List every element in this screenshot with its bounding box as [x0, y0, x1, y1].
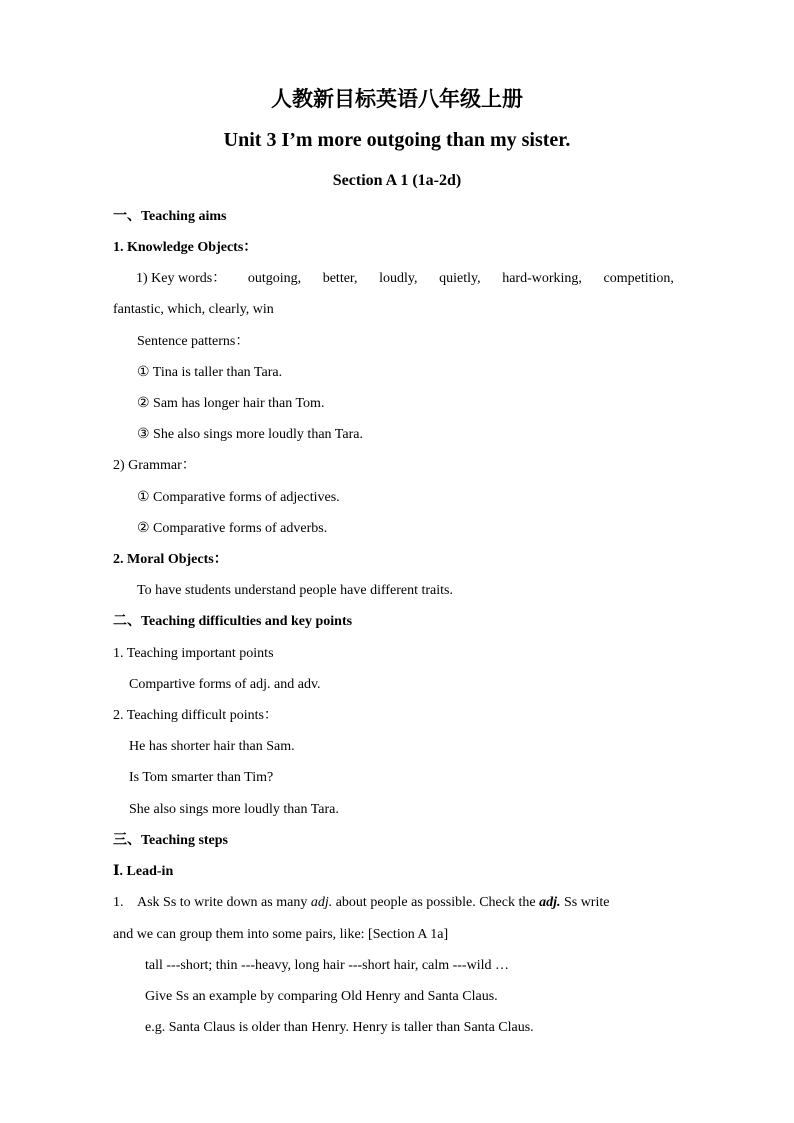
adj-abbrev: adj. — [310, 895, 333, 910]
knowledge-objects-heading: 1. Knowledge Objects： — [113, 240, 258, 255]
sentence-pattern: ① Tina is taller than Tara. — [137, 365, 283, 380]
key-words-label: 1) Key words： — [136, 271, 227, 286]
lead-in-heading: Ⅰ. Lead-in — [113, 864, 174, 879]
step-1-line — [113, 894, 609, 912]
adj-abbrev: adj. — [539, 895, 561, 910]
difficult-point: Is Tom smarter than Tim? — [129, 770, 274, 785]
grammar-item: ① Comparative forms of adjectives. — [137, 490, 340, 505]
example-intro: Give Ss an example by comparing Old Henry and Santa Claus. — [145, 989, 498, 1004]
sentence-pattern: ② Sam has longer hair than Tom. — [137, 396, 325, 411]
adjective-pairs: tall ---short; thin ---heavy, long hair ---short hair, calm ---wild … — [145, 958, 509, 973]
difficult-points-label: 2. Teaching difficult points： — [113, 708, 278, 723]
teaching-aims-heading: 一、Teaching aims — [113, 209, 227, 224]
step-text: Ask Ss to write down as many — [137, 895, 311, 910]
key-word: hard-working, — [502, 271, 582, 286]
step-text: about people as possible. Check the — [332, 895, 540, 910]
important-points-text: Compartive forms of adj. and adv. — [129, 677, 321, 692]
moral-objects-text: To have students understand people have different traits. — [137, 583, 453, 598]
important-points-label: 1. Teaching important points — [113, 646, 274, 661]
difficult-point: He has shorter hair than Sam. — [129, 739, 295, 754]
sentence-patterns-label: Sentence patterns： — [137, 334, 250, 349]
key-word: outgoing, — [247, 271, 302, 286]
key-word: loudly, — [379, 271, 418, 286]
example-sentence: e.g. Santa Claus is older than Henry. Henry is taller than Santa Claus. — [145, 1020, 534, 1035]
unit-title: Unit 3 I’m more outgoing than my sister. — [223, 129, 571, 151]
key-words-line — [136, 270, 674, 288]
teaching-steps-heading: 三、Teaching steps — [113, 833, 229, 848]
key-word: quietly, — [439, 271, 481, 286]
step-text: Ss write — [560, 895, 610, 910]
section-title: Section A 1 (1a-2d) — [332, 172, 462, 189]
grammar-label: 2) Grammar： — [113, 458, 196, 473]
key-words-continued: fantastic, which, clearly, win — [113, 302, 274, 317]
grammar-item: ② Comparative forms of adverbs. — [137, 521, 328, 536]
step-1-continued: and we can group them into some pairs, like: [Section A 1a] — [113, 927, 449, 942]
difficulties-heading: 二、Teaching difficulties and key points — [113, 614, 353, 629]
sentence-pattern: ③ She also sings more loudly than Tara. — [137, 427, 363, 442]
key-word: competition, — [603, 271, 674, 286]
difficult-point: She also sings more loudly than Tara. — [129, 802, 339, 817]
step-number: 1. — [113, 895, 124, 910]
key-word: better, — [322, 271, 358, 286]
chinese-title: 人教新目标英语八年级上册 — [271, 87, 523, 111]
moral-objects-heading: 2. Moral Objects： — [113, 552, 228, 567]
